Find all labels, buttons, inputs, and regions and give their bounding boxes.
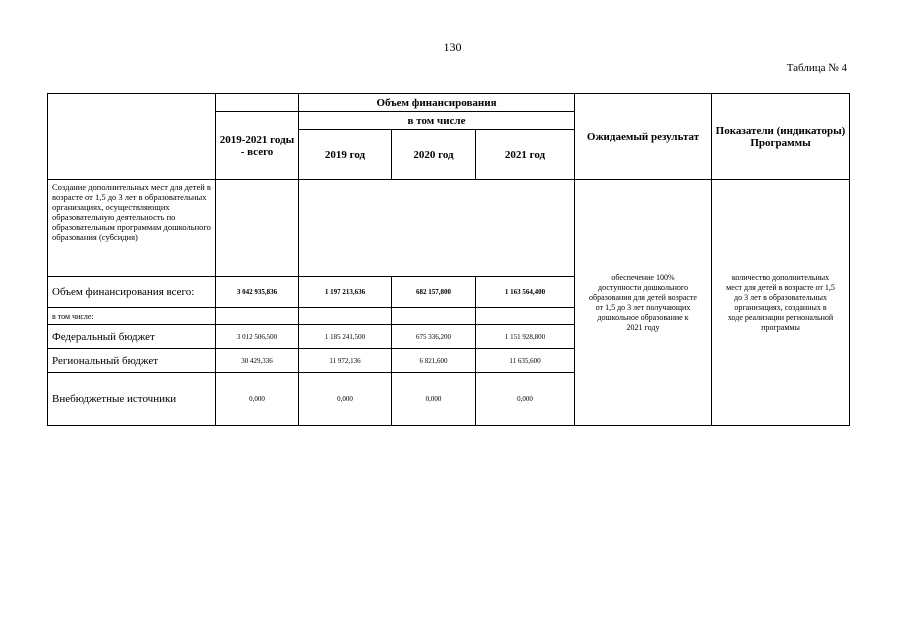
indicator-text: количество дополнительных мест для детей в возрасте от 1,5 до 3 лет в образовательных организациях, созданных в ходе реализации региональной программы [712,180,850,426]
cell-total-2019: 1 197 213,636 [299,277,392,308]
header-including: в том числе [299,112,575,130]
header-year-2021: 2021 год [476,130,575,180]
cell-total-all: 3 042 935,836 [216,277,299,308]
table-label: Таблица № 4 [786,62,847,74]
header-year-2020: 2020 год [392,130,476,180]
cell-total-2020: 682 157,800 [392,277,476,308]
funding-table [47,93,850,426]
header-year-2019: 2019 год [299,130,392,180]
row-label-including: в том числе: [48,308,216,325]
cell-federal-2019: 1 185 241,500 [299,325,392,349]
cell-federal-all: 3 012 506,500 [216,325,299,349]
cell-federal-2021: 1 151 928,800 [476,325,575,349]
cell-extrabudget-2021: 0,000 [476,373,575,426]
expected-result-text: обеспечение 100% доступности дошкольного образования для детей возрасте от 1,5 до 3 лет получающих дошкольное образование к 2021 году [575,180,712,426]
cell-regional-2020: 6 821,600 [392,349,476,373]
cell-including-all [216,308,299,325]
row-label-federal: Федеральный бюджет [48,325,216,349]
header-expected-result: Ожидаемый результат [575,94,712,180]
header-funding-volume: Объем финансирования [299,94,575,112]
row-label-extrabudget: Внебюджетные источники [48,373,216,426]
cell-regional-all: 30 429,336 [216,349,299,373]
cell-including-2020 [392,308,476,325]
cell-federal-2020: 675 336,200 [392,325,476,349]
cell-including-2019 [299,308,392,325]
cell-regional-2021: 11 635,600 [476,349,575,373]
cell-extrabudget-2020: 0,000 [392,373,476,426]
activity-row [48,180,850,277]
cell-extrabudget-all: 0,000 [216,373,299,426]
activity-name: Создание дополнительных мест для детей в возрасте от 1,5 до 3 лет в образовательных организациях, осуществляющих образовательную деятельность по образовательным программам дошкольного образования (субсидия) [48,180,216,277]
header-empty-cell [48,94,216,180]
header-indicators: Показатели (индикаторы) Программы [712,94,850,180]
header-row-1 [48,94,850,112]
row-label-total: Объем финансирования всего: [48,277,216,308]
page-number: 130 [443,40,462,54]
cell-regional-2019: 11 972,136 [299,349,392,373]
activity-total-cell [216,180,299,277]
header-blank-cell [216,94,299,112]
cell-including-2021 [476,308,575,325]
cell-extrabudget-2019: 0,000 [299,373,392,426]
activity-years-cell [299,180,575,277]
row-label-regional: Региональный бюджет [48,349,216,373]
header-total-period: 2019-2021 годы - всего [216,112,299,180]
cell-total-2021: 1 163 564,400 [476,277,575,308]
